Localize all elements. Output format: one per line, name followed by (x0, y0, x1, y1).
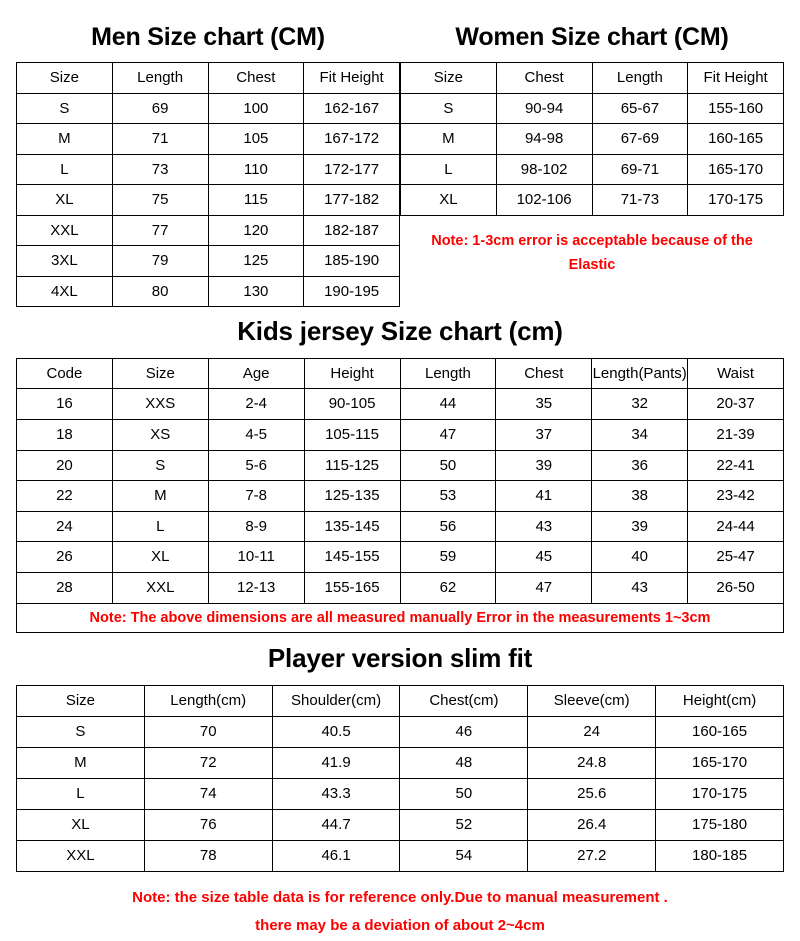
table-cell: 46.1 (272, 840, 400, 871)
table-cell: 34 (592, 419, 688, 450)
table-cell: XL (17, 185, 113, 216)
kids-table-body (17, 358, 784, 603)
table-cell: 94-98 (496, 124, 592, 155)
table-row (17, 450, 784, 481)
table-row (17, 124, 400, 155)
table-cell: 7-8 (208, 481, 304, 512)
column-header: Shoulder(cm) (272, 685, 400, 716)
table-cell: 36 (592, 450, 688, 481)
column-header: Fit Height (688, 63, 784, 94)
table-cell: L (17, 778, 145, 809)
table-cell: 48 (400, 747, 528, 778)
women-table-body (401, 63, 784, 216)
table-cell: 76 (144, 809, 272, 840)
column-header: Code (17, 358, 113, 389)
column-header: Chest (496, 358, 592, 389)
table-cell: 190-195 (304, 276, 400, 307)
player-size-table (16, 685, 784, 872)
column-header: Size (17, 685, 145, 716)
column-header: Height(cm) (656, 685, 784, 716)
kids-size-table (16, 358, 784, 604)
men-size-chart-section (16, 18, 400, 307)
table-cell: 40 (592, 542, 688, 573)
table-cell: 10-11 (208, 542, 304, 573)
table-cell: 145-155 (304, 542, 400, 573)
table-cell: 79 (112, 246, 208, 277)
table-header-row (401, 63, 784, 94)
column-header: Fit Height (304, 63, 400, 94)
table-row (17, 511, 784, 542)
table-cell: 22-41 (688, 450, 784, 481)
table-cell: 3XL (17, 246, 113, 277)
table-cell: 59 (400, 542, 496, 573)
table-row (17, 747, 784, 778)
table-cell: 135-145 (304, 511, 400, 542)
table-cell: L (112, 511, 208, 542)
table-cell: 69 (112, 93, 208, 124)
table-cell: 47 (496, 572, 592, 603)
men-chart-title: Men Size chart (CM) (91, 23, 325, 51)
table-cell: 115 (208, 185, 304, 216)
men-size-table (16, 62, 400, 307)
kids-chart-title: Kids jersey Size chart (cm) (237, 316, 563, 347)
column-header: Age (208, 358, 304, 389)
table-cell: 41.9 (272, 747, 400, 778)
women-chart-note: Note: 1-3cm error is acceptable because of the Elastic (431, 232, 753, 273)
table-row (17, 389, 784, 420)
player-table-body (17, 685, 784, 871)
table-cell: 167-172 (304, 124, 400, 155)
table-cell: XS (112, 419, 208, 450)
column-header: Waist (688, 358, 784, 389)
table-cell: S (17, 93, 113, 124)
table-cell: 170-175 (656, 778, 784, 809)
table-cell: 24 (528, 716, 656, 747)
table-cell: 32 (592, 389, 688, 420)
table-cell: 130 (208, 276, 304, 307)
table-cell: 65-67 (592, 93, 688, 124)
table-cell: 125 (208, 246, 304, 277)
table-cell: 25-47 (688, 542, 784, 573)
table-cell: 43.3 (272, 778, 400, 809)
table-cell: 115-125 (304, 450, 400, 481)
table-cell: 77 (112, 215, 208, 246)
player-chart-note (16, 872, 784, 941)
table-cell: 4XL (17, 276, 113, 307)
column-header: Size (401, 63, 497, 94)
table-cell: S (401, 93, 497, 124)
table-cell: 78 (144, 840, 272, 871)
table-cell: 28 (17, 572, 113, 603)
table-row (401, 93, 784, 124)
table-cell: 162-167 (304, 93, 400, 124)
table-cell: 37 (496, 419, 592, 450)
table-row (17, 419, 784, 450)
table-cell: 23-42 (688, 481, 784, 512)
column-header: Chest(cm) (400, 685, 528, 716)
table-cell: 110 (208, 154, 304, 185)
table-cell: 165-170 (656, 747, 784, 778)
table-cell: 26 (17, 542, 113, 573)
column-header: Sleeve(cm) (528, 685, 656, 716)
table-cell: 170-175 (688, 185, 784, 216)
player-note-line-1: Note: the size table data is for reference only.Due to manual measurement . (132, 888, 668, 906)
table-cell: 125-135 (304, 481, 400, 512)
women-size-table (400, 62, 784, 216)
table-row (17, 215, 400, 246)
table-cell: 72 (144, 747, 272, 778)
table-cell: 41 (496, 481, 592, 512)
table-cell: 39 (592, 511, 688, 542)
table-cell: 98-102 (496, 154, 592, 185)
table-cell: 43 (592, 572, 688, 603)
table-cell: XXL (17, 840, 145, 871)
column-header: Chest (496, 63, 592, 94)
table-row (401, 124, 784, 155)
table-cell: M (17, 747, 145, 778)
table-cell: L (401, 154, 497, 185)
table-cell: 160-165 (688, 124, 784, 155)
column-header: Length(Pants) (592, 358, 688, 389)
table-cell: 67-69 (592, 124, 688, 155)
table-row (17, 542, 784, 573)
column-header: Length (112, 63, 208, 94)
table-cell: 155-165 (304, 572, 400, 603)
table-cell: M (17, 124, 113, 155)
column-header: Chest (208, 63, 304, 94)
kids-size-chart-section (16, 307, 784, 633)
table-cell: 39 (496, 450, 592, 481)
table-cell: 182-187 (304, 215, 400, 246)
table-cell: XXL (17, 215, 113, 246)
column-header: Height (304, 358, 400, 389)
table-cell: 105 (208, 124, 304, 155)
table-cell: 53 (400, 481, 496, 512)
table-cell: 71 (112, 124, 208, 155)
table-cell: 62 (400, 572, 496, 603)
table-cell: 52 (400, 809, 528, 840)
table-row (17, 572, 784, 603)
table-row (17, 154, 400, 185)
table-header-row (17, 63, 400, 94)
table-cell: 26.4 (528, 809, 656, 840)
table-cell: 20-37 (688, 389, 784, 420)
player-note-line-2: there may be a deviation of about 2~4cm (255, 917, 545, 935)
column-header: Length (400, 358, 496, 389)
table-cell: 45 (496, 542, 592, 573)
column-header: Size (112, 358, 208, 389)
table-cell: 155-160 (688, 93, 784, 124)
table-cell: 22 (17, 481, 113, 512)
table-header-row (17, 358, 784, 389)
table-header-row (17, 685, 784, 716)
table-row (17, 93, 400, 124)
table-cell: M (112, 481, 208, 512)
table-cell: XL (401, 185, 497, 216)
table-cell: 75 (112, 185, 208, 216)
table-cell: XL (17, 809, 145, 840)
table-cell: 16 (17, 389, 113, 420)
table-cell: 47 (400, 419, 496, 450)
table-cell: 185-190 (304, 246, 400, 277)
table-cell: 50 (400, 778, 528, 809)
table-cell: 90-94 (496, 93, 592, 124)
table-cell: 73 (112, 154, 208, 185)
table-cell: 120 (208, 215, 304, 246)
table-cell: 8-9 (208, 511, 304, 542)
table-cell: 35 (496, 389, 592, 420)
table-cell: 44 (400, 389, 496, 420)
table-cell: 74 (144, 778, 272, 809)
table-cell: 27.2 (528, 840, 656, 871)
player-chart-title: Player version slim fit (267, 643, 533, 674)
column-header: Length (592, 63, 688, 94)
table-cell: L (17, 154, 113, 185)
table-cell: 25.6 (528, 778, 656, 809)
table-cell: M (401, 124, 497, 155)
table-cell: 24-44 (688, 511, 784, 542)
table-row (401, 185, 784, 216)
table-cell: 2-4 (208, 389, 304, 420)
table-cell: 180-185 (656, 840, 784, 871)
player-version-section (16, 633, 784, 941)
table-cell: 70 (144, 716, 272, 747)
table-cell: 18 (17, 419, 113, 450)
table-row (17, 809, 784, 840)
table-cell: 165-170 (688, 154, 784, 185)
table-cell: 26-50 (688, 572, 784, 603)
table-row (17, 840, 784, 871)
table-cell: XL (112, 542, 208, 573)
table-cell: 20 (17, 450, 113, 481)
table-cell: 90-105 (304, 389, 400, 420)
table-cell: 69-71 (592, 154, 688, 185)
table-row (17, 246, 400, 277)
table-cell: 24.8 (528, 747, 656, 778)
table-cell: 46 (400, 716, 528, 747)
table-cell: 100 (208, 93, 304, 124)
table-cell: 44.7 (272, 809, 400, 840)
table-cell: 50 (400, 450, 496, 481)
table-cell: 102-106 (496, 185, 592, 216)
table-row (17, 481, 784, 512)
table-cell: S (112, 450, 208, 481)
column-header: Length(cm) (144, 685, 272, 716)
kids-chart-note: Note: The above dimensions are all measured manually Error in the measurements 1~3cm (16, 604, 784, 634)
table-cell: 177-182 (304, 185, 400, 216)
table-row (17, 716, 784, 747)
women-size-chart-section (400, 18, 784, 307)
table-cell: XXS (112, 389, 208, 420)
women-chart-title: Women Size chart (CM) (455, 23, 729, 51)
table-cell: XXL (112, 572, 208, 603)
table-cell: 54 (400, 840, 528, 871)
table-row (17, 778, 784, 809)
table-cell: 24 (17, 511, 113, 542)
table-cell: 80 (112, 276, 208, 307)
men-table-body (17, 63, 400, 307)
table-cell: 71-73 (592, 185, 688, 216)
table-cell: 56 (400, 511, 496, 542)
table-cell: 5-6 (208, 450, 304, 481)
table-cell: 38 (592, 481, 688, 512)
table-row (401, 154, 784, 185)
table-row (17, 185, 400, 216)
top-charts-row (16, 18, 784, 307)
column-header: Size (17, 63, 113, 94)
table-cell: S (17, 716, 145, 747)
table-cell: 43 (496, 511, 592, 542)
table-cell: 40.5 (272, 716, 400, 747)
table-cell: 105-115 (304, 419, 400, 450)
table-cell: 21-39 (688, 419, 784, 450)
table-cell: 12-13 (208, 572, 304, 603)
table-cell: 172-177 (304, 154, 400, 185)
table-cell: 4-5 (208, 419, 304, 450)
table-cell: 160-165 (656, 716, 784, 747)
table-cell: 175-180 (656, 809, 784, 840)
table-row (17, 276, 400, 307)
